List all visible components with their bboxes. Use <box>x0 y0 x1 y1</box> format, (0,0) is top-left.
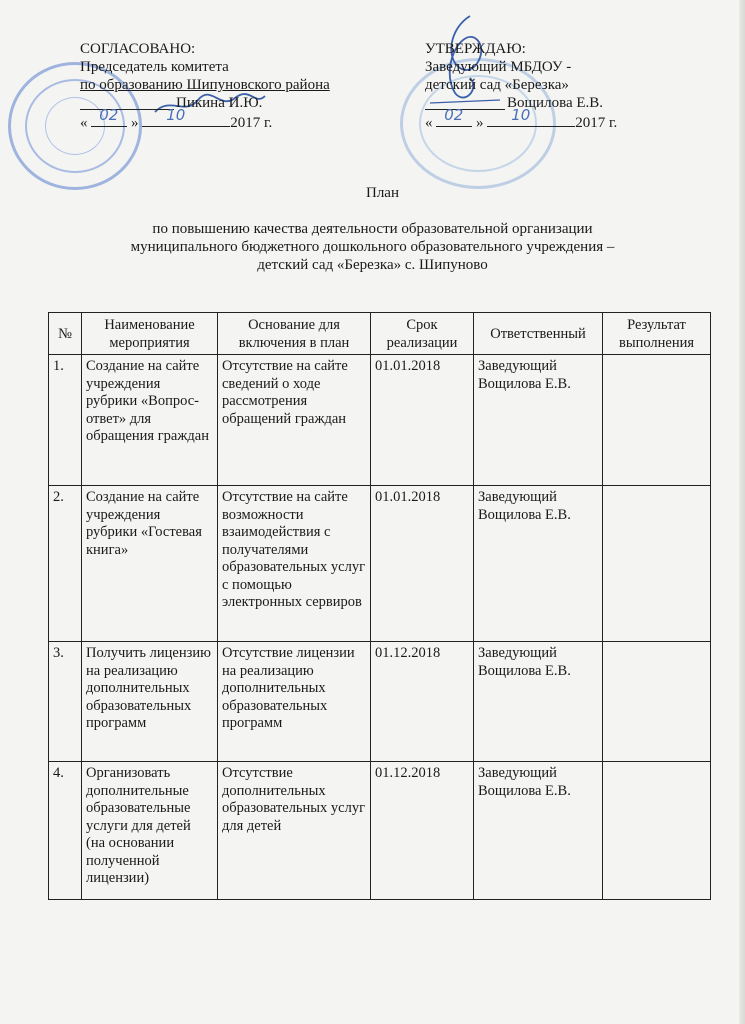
approval-left-department: по образованию Шипуновского района <box>80 77 330 93</box>
header-deadline: Срок реализации <box>371 313 474 355</box>
date-quote-open: « <box>80 115 88 131</box>
cell-responsible: Заведующий Вощилова Е.В. <box>474 762 603 900</box>
approval-right-date-year: 2017 г. <box>575 115 618 131</box>
approval-right-date <box>425 106 618 132</box>
header-result: Результат выполнения <box>603 313 711 355</box>
cell-deadline: 01.12.2018 <box>371 762 474 900</box>
table-row <box>49 355 711 486</box>
approval-right-position: Заведующий МБДОУ - <box>425 59 572 75</box>
approval-right <box>425 40 617 132</box>
cell-basis: Отсутствие лицензии на реализацию дополнительных образовательных программ <box>218 642 371 762</box>
cell-event-name: Создание на сайте учреждения рубрики «Гостевая книга» <box>82 486 218 642</box>
approval-right-heading: УТВЕРЖДАЮ: <box>425 41 526 57</box>
subtitle-line-2: муниципального бюджетного дошкольного образовательного учреждения – <box>130 239 615 255</box>
subtitle-line-3: детский сад «Березка» с. Шипуново <box>257 257 488 273</box>
page-edge <box>739 0 745 1024</box>
cell-deadline: 01.01.2018 <box>371 355 474 486</box>
document-title: План <box>365 185 399 201</box>
header-event-name: Наименование мероприятия <box>82 313 218 355</box>
cell-deadline: 01.12.2018 <box>371 642 474 762</box>
cell-number: 2. <box>49 486 82 642</box>
document-subtitle <box>0 220 745 274</box>
cell-result <box>603 642 711 762</box>
approval-left-date-year: 2017 г. <box>230 115 273 131</box>
cell-number: 3. <box>49 642 82 762</box>
approval-right-date-day: 02 <box>444 106 464 124</box>
cell-event-name: Получить лицензию на реализацию дополнительных образовательных программ <box>82 642 218 762</box>
cell-result <box>603 762 711 900</box>
subtitle-line-1: по повышению качества деятельности образовательной организации <box>152 221 593 237</box>
cell-result <box>603 486 711 642</box>
table-row <box>49 486 711 642</box>
approval-left <box>80 40 330 132</box>
approval-left-date-day: 02 <box>99 106 119 124</box>
cell-responsible: Заведующий Вощилова Е.В. <box>474 486 603 642</box>
approval-right-signatory: Вощилова Е.В. <box>507 95 604 111</box>
cell-responsible: Заведующий Вощилова Е.В. <box>474 642 603 762</box>
cell-basis: Отсутствие на сайте возможности взаимодействия с получателями образовательных услуг с помощью электронных сервиров <box>218 486 371 642</box>
plan-table <box>48 312 711 900</box>
cell-basis: Отсутствие на сайте сведений о ходе рассмотрения обращений граждан <box>218 355 371 486</box>
header-number: № <box>49 313 82 355</box>
table-row <box>49 762 711 900</box>
cell-number: 4. <box>49 762 82 900</box>
approval-left-signatory: Пикина И.Ю. <box>176 95 263 111</box>
date-quote-close: » <box>476 115 484 131</box>
cell-deadline: 01.01.2018 <box>371 486 474 642</box>
approval-right-date-month: 10 <box>511 106 531 124</box>
header-responsible: Ответственный <box>474 313 603 355</box>
header-basis: Основание для включения в план <box>218 313 371 355</box>
date-quote-open: « <box>425 115 433 131</box>
cell-basis: Отсутствие дополнительных образовательных услуг для детей <box>218 762 371 900</box>
approval-right-organization: детский сад «Березка» <box>425 77 569 93</box>
cell-event-name: Организовать дополнительные образовательные услуги для детей (на основании полученной лицензии) <box>82 762 218 900</box>
cell-number: 1. <box>49 355 82 486</box>
table-row <box>49 642 711 762</box>
approval-left-date-month: 10 <box>166 106 186 124</box>
approval-left-position: Председатель комитета <box>80 59 229 75</box>
date-quote-close: » <box>131 115 139 131</box>
cell-event-name: Создание на сайте учреждения рубрики «Вопрос-ответ» для обращения граждан <box>82 355 218 486</box>
approval-left-heading: СОГЛАСОВАНО: <box>80 41 196 57</box>
cell-responsible: Заведующий Вощилова Е.В. <box>474 355 603 486</box>
approval-left-date <box>80 106 330 132</box>
cell-result <box>603 355 711 486</box>
table-header-row <box>49 313 711 355</box>
